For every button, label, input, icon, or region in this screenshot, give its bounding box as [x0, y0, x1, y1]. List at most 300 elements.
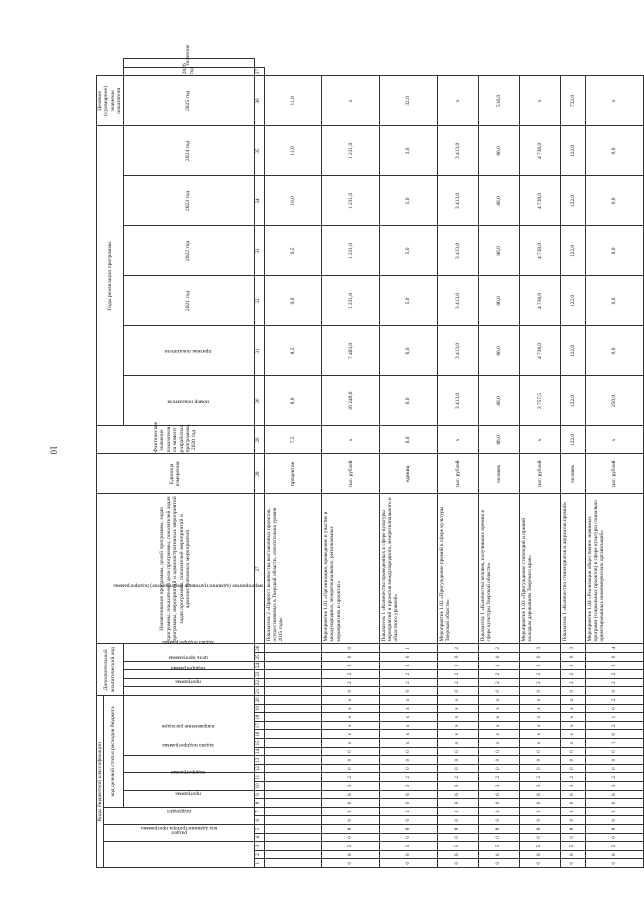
code-cell: 0	[380, 756, 438, 765]
code-cell: 8	[586, 825, 644, 834]
code-cell: 2	[586, 696, 644, 705]
code-cell: x	[322, 704, 380, 713]
code-cell: 3	[322, 782, 380, 791]
code-cell: 0	[586, 764, 644, 773]
code-cell: 2	[520, 773, 561, 782]
code-cell: 2	[380, 678, 438, 687]
row-fact: x	[322, 426, 380, 454]
row-name: Показатель 1 «Количество стипендиатов и лауреатов премий»	[561, 494, 586, 644]
code-cell: x	[322, 730, 380, 739]
column-index: 33	[254, 226, 264, 276]
column-index: 15	[254, 739, 264, 748]
row-name: Мероприятие 1.02 «Присуждение премий в сфере культуры Тверской области»	[437, 494, 478, 644]
code-cell: 6	[322, 850, 380, 859]
row-year-value: 7 403,0	[322, 326, 380, 376]
row-target: x	[586, 76, 644, 126]
code-cell: 5	[479, 842, 520, 851]
code-cell: x	[437, 713, 478, 722]
row-fact: x	[437, 426, 478, 454]
column-index: 31	[254, 326, 264, 376]
column-index: 20	[254, 696, 264, 705]
column-index: 18	[254, 713, 264, 722]
code-cell: 0	[520, 799, 561, 808]
code-cell: 0	[479, 687, 520, 696]
header-vertical-10	[123, 326, 254, 376]
code-cell: 1	[586, 713, 644, 722]
row-name: Показатель 1 «Количество человек, получивших премии в сфере культуры Тверской области»	[479, 494, 520, 644]
row-year-value: 86,0	[479, 276, 520, 326]
header-year-5: 2026 год	[123, 67, 254, 76]
code-cell: 0	[479, 833, 520, 842]
code-cell: x	[561, 721, 586, 730]
code-cell: 2	[479, 773, 520, 782]
code-cell	[264, 764, 322, 773]
header-vertical-label: программа	[175, 678, 202, 685]
code-cell: 6	[586, 790, 644, 799]
code-cell: 6	[437, 790, 478, 799]
code-cell: x	[561, 713, 586, 722]
code-cell: 0	[561, 799, 586, 808]
code-cell: 1	[586, 661, 644, 670]
column-index: 16	[254, 730, 264, 739]
row-year-value: 10,0	[264, 176, 322, 226]
code-cell: 0	[586, 816, 644, 825]
code-cell: 1	[437, 807, 478, 816]
code-cell: 0	[437, 653, 478, 662]
row-year-value: 4 738,0	[520, 276, 561, 326]
code-cell	[264, 799, 322, 808]
code-cell: 0	[322, 756, 380, 765]
code-cell: 0	[437, 764, 478, 773]
code-cell	[264, 833, 322, 842]
code-cell: 6	[322, 790, 380, 799]
code-cell: 0	[520, 764, 561, 773]
code-cell: 3	[380, 782, 438, 791]
code-cell: 0	[322, 859, 380, 868]
code-cell: 6	[520, 850, 561, 859]
code-cell: 0	[380, 747, 438, 756]
code-cell	[264, 739, 322, 748]
code-cell: 2	[561, 670, 586, 679]
column-index: 30	[254, 376, 264, 426]
code-cell: 0	[586, 747, 644, 756]
code-cell	[264, 713, 322, 722]
header-vertical-label: мероприятие (административное мероприятие) подпрограммы	[113, 582, 264, 589]
code-cell: 0	[322, 799, 380, 808]
code-cell: 3	[520, 644, 561, 653]
code-cell: 0	[322, 653, 380, 662]
code-cell: 2	[479, 670, 520, 679]
code-cell: 0	[520, 859, 561, 868]
code-cell: 5	[437, 842, 478, 851]
column-index: 32	[254, 276, 264, 326]
header-vertical-label: задача подпрограммы	[162, 742, 215, 749]
row-year-value: 9,5	[264, 226, 322, 276]
code-cell: 0	[520, 756, 561, 765]
column-index: 23	[254, 670, 264, 679]
row-year-value: 86,0	[479, 226, 520, 276]
code-cell: 6	[586, 850, 644, 859]
row-year-value: 0,0	[586, 226, 644, 276]
row-name: Показатель 1 «Количество проведенных в сфере культуры мероприятий и проектов международного, межрегионального и областного уровней»	[380, 494, 438, 644]
row-target: 732,0	[561, 76, 586, 126]
header-row-1	[97, 59, 104, 868]
row-year-value: 5,0	[380, 226, 438, 276]
row-year-value: 122,0	[561, 126, 586, 176]
code-cell: 0	[479, 799, 520, 808]
column-index: 24	[254, 661, 264, 670]
header-section-label: раздел	[171, 829, 187, 836]
row-year-value: 122,0	[561, 176, 586, 226]
code-cell: 4	[586, 644, 644, 653]
code-cell: 0	[520, 687, 561, 696]
header-vertical-0	[123, 790, 254, 807]
code-cell: 0	[380, 764, 438, 773]
code-cell: 0	[479, 756, 520, 765]
code-cell: 0	[437, 816, 478, 825]
code-cell	[264, 704, 322, 713]
code-cell: 0	[586, 730, 644, 739]
code-cell: 0	[437, 859, 478, 868]
code-cell	[264, 687, 322, 696]
code-cell: 0	[380, 653, 438, 662]
table-row	[322, 59, 380, 868]
code-cell: x	[322, 713, 380, 722]
row-fact: x	[520, 426, 561, 454]
row-year-value: 3 413,0	[437, 326, 478, 376]
header-admin-code-label: код администратора программы	[140, 825, 218, 832]
row-year-value: 122,0	[561, 376, 586, 426]
row-year-value: 86,0	[479, 126, 520, 176]
code-cell: 0	[561, 756, 586, 765]
code-cell	[264, 825, 322, 834]
code-cell: 1	[322, 661, 380, 670]
column-index: 26	[254, 644, 264, 653]
code-cell	[264, 653, 322, 662]
code-cell: 1	[561, 807, 586, 816]
code-cell: 6	[561, 850, 586, 859]
code-cell: x	[561, 739, 586, 748]
code-cell: 2	[380, 670, 438, 679]
row-fact: 6,0	[380, 426, 438, 454]
table-row	[520, 59, 561, 868]
code-cell: x	[437, 704, 478, 713]
row-year-value: 1 231,0	[322, 226, 380, 276]
header-name: Наименование программы, целей программы, задач программы, показателей цели программы, показателей задач программы, мероприятий и административных мероприятий задач программы, показателей мероприятий и административных мероприятий	[97, 494, 255, 644]
header-year-4: 2025 год	[123, 76, 254, 126]
code-cell: 0	[322, 687, 380, 696]
column-index: 7	[254, 807, 264, 816]
code-cell: 0	[437, 799, 478, 808]
code-cell: x	[520, 739, 561, 748]
row-unit: тыс. рублей	[437, 454, 478, 494]
column-index: 3	[254, 842, 264, 851]
code-cell: 0	[380, 833, 438, 842]
code-cell	[264, 850, 322, 859]
column-index: 12	[254, 764, 264, 773]
row-year-value: 8,5	[264, 326, 322, 376]
code-cell: 2	[561, 678, 586, 687]
code-cell: 2	[520, 670, 561, 679]
column-index: 36	[254, 76, 264, 126]
column-index: 35	[254, 126, 264, 176]
code-cell	[264, 756, 322, 765]
code-cell: x	[380, 713, 438, 722]
code-cell: x	[322, 739, 380, 748]
code-cell: 0	[561, 687, 586, 696]
row-year-value: 3 413,0	[437, 276, 478, 326]
code-cell: 2	[586, 773, 644, 782]
code-cell: 2	[479, 644, 520, 653]
row-year-value: 5,0	[380, 176, 438, 226]
code-cell	[264, 816, 322, 825]
code-cell: 0	[437, 756, 478, 765]
code-cell: 5	[561, 842, 586, 851]
row-fact: 122,0	[561, 426, 586, 454]
code-cell: 8	[479, 825, 520, 834]
code-cell: x	[380, 721, 438, 730]
code-cell: 1	[586, 739, 644, 748]
row-year-value: 0,0	[586, 126, 644, 176]
code-cell: x	[561, 696, 586, 705]
code-cell: 1	[586, 807, 644, 816]
code-cell: 1	[479, 807, 520, 816]
row-year-value: 3 413,0	[437, 376, 478, 426]
column-index: 11	[254, 773, 264, 782]
header-year-1: 2022 год	[123, 226, 254, 276]
code-cell: 0	[322, 816, 380, 825]
code-cell: x	[520, 730, 561, 739]
row-year-value: 0,0	[586, 276, 644, 326]
row-year-value: 9,0	[264, 276, 322, 326]
table-row	[561, 59, 586, 868]
code-cell: 2	[586, 678, 644, 687]
row-target: x	[437, 76, 478, 126]
column-index: 6	[254, 816, 264, 825]
code-cell: x	[437, 721, 478, 730]
table-row	[479, 59, 520, 868]
code-cell: 8	[380, 825, 438, 834]
code-cell: 2	[479, 678, 520, 687]
row-unit: единиц	[380, 454, 438, 494]
row-target: 32,0	[380, 76, 438, 126]
code-cell: 6	[520, 790, 561, 799]
row-year-value: 6,0	[380, 376, 438, 426]
code-cell: 0	[586, 799, 644, 808]
code-cell: 6	[479, 850, 520, 859]
header-target: Целевое (суммарное) значение показателя	[97, 76, 124, 126]
row-target: x	[322, 76, 380, 126]
column-index: 4	[254, 833, 264, 842]
header-vertical-4	[123, 678, 254, 696]
code-cell: 0	[322, 833, 380, 842]
code-cell	[264, 790, 322, 799]
header-expenditure-code: код целевой статьи расходов бюджета	[104, 696, 123, 808]
table-row	[586, 59, 644, 868]
header-vertical-label: признак показателя	[165, 348, 212, 355]
code-cell: 3	[561, 644, 586, 653]
row-year-value: 5,0	[380, 276, 438, 326]
code-cell: x	[437, 696, 478, 705]
column-index: 13	[254, 756, 264, 765]
code-cell: 1	[520, 807, 561, 816]
row-name: Показатель 2 «Прирост количества выставочных проектов, осуществляемых в Тверской области, относительно уровня 2015 года»	[264, 494, 322, 644]
header-subsection-label: подраздел	[167, 808, 192, 815]
header-subsection	[104, 807, 254, 824]
column-index: 1	[254, 859, 264, 868]
code-cell: 8	[322, 825, 380, 834]
code-cell	[264, 730, 322, 739]
code-cell	[264, 773, 322, 782]
row-fact: 7,5	[264, 426, 322, 454]
code-cell: x	[322, 696, 380, 705]
column-index: 17	[254, 721, 264, 730]
column-index: 2	[254, 850, 264, 859]
row-year-value: 6,0	[380, 326, 438, 376]
code-cell: x	[479, 739, 520, 748]
header-budget-codes: Коды бюджетной классификации	[97, 696, 104, 868]
code-cell: 3	[561, 782, 586, 791]
code-cell: x	[479, 713, 520, 722]
row-year-value: 250,0	[586, 376, 644, 426]
header-year-3: 2024 год	[123, 126, 254, 176]
code-cell: 0	[322, 644, 380, 653]
code-cell: 2	[520, 678, 561, 687]
code-cell: 0	[437, 747, 478, 756]
row-target: 516,0	[479, 76, 520, 126]
column-index: 9	[254, 790, 264, 799]
column-index-row	[254, 59, 264, 868]
code-cell: x	[520, 696, 561, 705]
code-cell: 8	[437, 825, 478, 834]
header-target-value: значение	[123, 59, 254, 68]
column-index: 21	[254, 687, 264, 696]
code-cell: x	[380, 696, 438, 705]
row-year-value: 4 738,0	[520, 126, 561, 176]
code-cell: x	[380, 739, 438, 748]
row-year-value: 0,0	[586, 326, 644, 376]
code-cell: 6	[437, 850, 478, 859]
table-row	[437, 59, 478, 868]
code-cell: 0	[561, 747, 586, 756]
column-index: 37	[254, 67, 264, 76]
header-vertical-9	[123, 376, 254, 426]
code-cell: 6	[561, 790, 586, 799]
code-cell: 3	[479, 782, 520, 791]
code-cell: 2	[586, 721, 644, 730]
row-year-value: 4 738,0	[520, 176, 561, 226]
header-vertical-label: направление расходов	[162, 722, 215, 729]
code-cell: 2	[437, 773, 478, 782]
column-index: 5	[254, 825, 264, 834]
program-indicators-table	[96, 44, 644, 868]
row-year-value: 1 231,0	[322, 176, 380, 226]
code-cell: 1	[380, 644, 438, 653]
code-cell: 1	[322, 807, 380, 816]
code-cell: x	[520, 721, 561, 730]
code-cell	[264, 807, 322, 816]
code-cell: 0	[561, 764, 586, 773]
code-cell	[264, 644, 322, 653]
code-cell: 2	[561, 773, 586, 782]
code-cell: 0	[586, 653, 644, 662]
code-cell: 2	[437, 644, 478, 653]
row-year-value: 4 738,0	[520, 226, 561, 276]
code-cell: 2	[437, 678, 478, 687]
row-year-value: 8,0	[264, 376, 322, 426]
code-cell: 0	[520, 833, 561, 842]
column-index: 28	[254, 454, 264, 494]
code-cell	[264, 670, 322, 679]
code-cell: 0	[520, 653, 561, 662]
row-year-value: 4 738,0	[520, 326, 561, 376]
code-cell: 0	[586, 687, 644, 696]
column-index: 25	[254, 653, 264, 662]
code-cell: 0	[380, 687, 438, 696]
code-cell	[264, 747, 322, 756]
header-vertical-label: подпрограмма	[171, 768, 206, 775]
column-index: 29	[254, 426, 264, 454]
table-row	[264, 59, 322, 868]
header-year-0: 2021 год	[123, 276, 254, 326]
code-cell	[264, 661, 322, 670]
code-cell: 2	[586, 670, 644, 679]
header-fact: Фактическое значение показателя на момент разработки программы, 2020 год	[97, 426, 255, 454]
code-cell: 6	[380, 850, 438, 859]
row-unit: тыс. рублей	[322, 454, 380, 494]
code-cell: 6	[479, 790, 520, 799]
row-year-value: 1 231,0	[322, 276, 380, 326]
code-cell: 0	[380, 859, 438, 868]
code-cell: 0	[380, 816, 438, 825]
code-cell	[264, 859, 322, 868]
header-vertical-label: задача подпрограммы	[162, 639, 215, 646]
code-cell: 0	[479, 747, 520, 756]
row-year-value: 86,0	[479, 176, 520, 226]
header-year-2: 2023 год	[123, 176, 254, 226]
code-cell: x	[479, 696, 520, 705]
code-cell: x	[437, 730, 478, 739]
row-year-value: 3 413,0	[437, 176, 478, 226]
code-cell: 0	[479, 764, 520, 773]
header-vertical-label: подпрограмма	[171, 665, 206, 672]
code-cell: x	[380, 730, 438, 739]
row-unit: человек	[561, 454, 586, 494]
header-vertical-label: программа	[175, 790, 202, 797]
code-cell: 0	[586, 704, 644, 713]
code-cell: 0	[561, 816, 586, 825]
code-cell: 5	[380, 842, 438, 851]
code-cell	[264, 678, 322, 687]
code-cell: 2	[437, 670, 478, 679]
row-year-value: 16 249,6	[322, 376, 380, 426]
row-year-value: 122,0	[561, 326, 586, 376]
code-cell: 2	[322, 670, 380, 679]
row-year-value: 3,0	[380, 126, 438, 176]
code-cell: x	[561, 730, 586, 739]
code-cell	[264, 696, 322, 705]
code-cell: 2	[322, 678, 380, 687]
page-number: 10	[48, 445, 59, 455]
row-year-value: 0,0	[586, 176, 644, 226]
code-cell: 0	[437, 833, 478, 842]
header-vertical-1	[123, 768, 254, 790]
code-cell: x	[561, 704, 586, 713]
code-cell: 0	[561, 833, 586, 842]
code-cell: 0	[437, 687, 478, 696]
code-cell: 8	[561, 825, 586, 834]
table-row	[380, 59, 438, 868]
